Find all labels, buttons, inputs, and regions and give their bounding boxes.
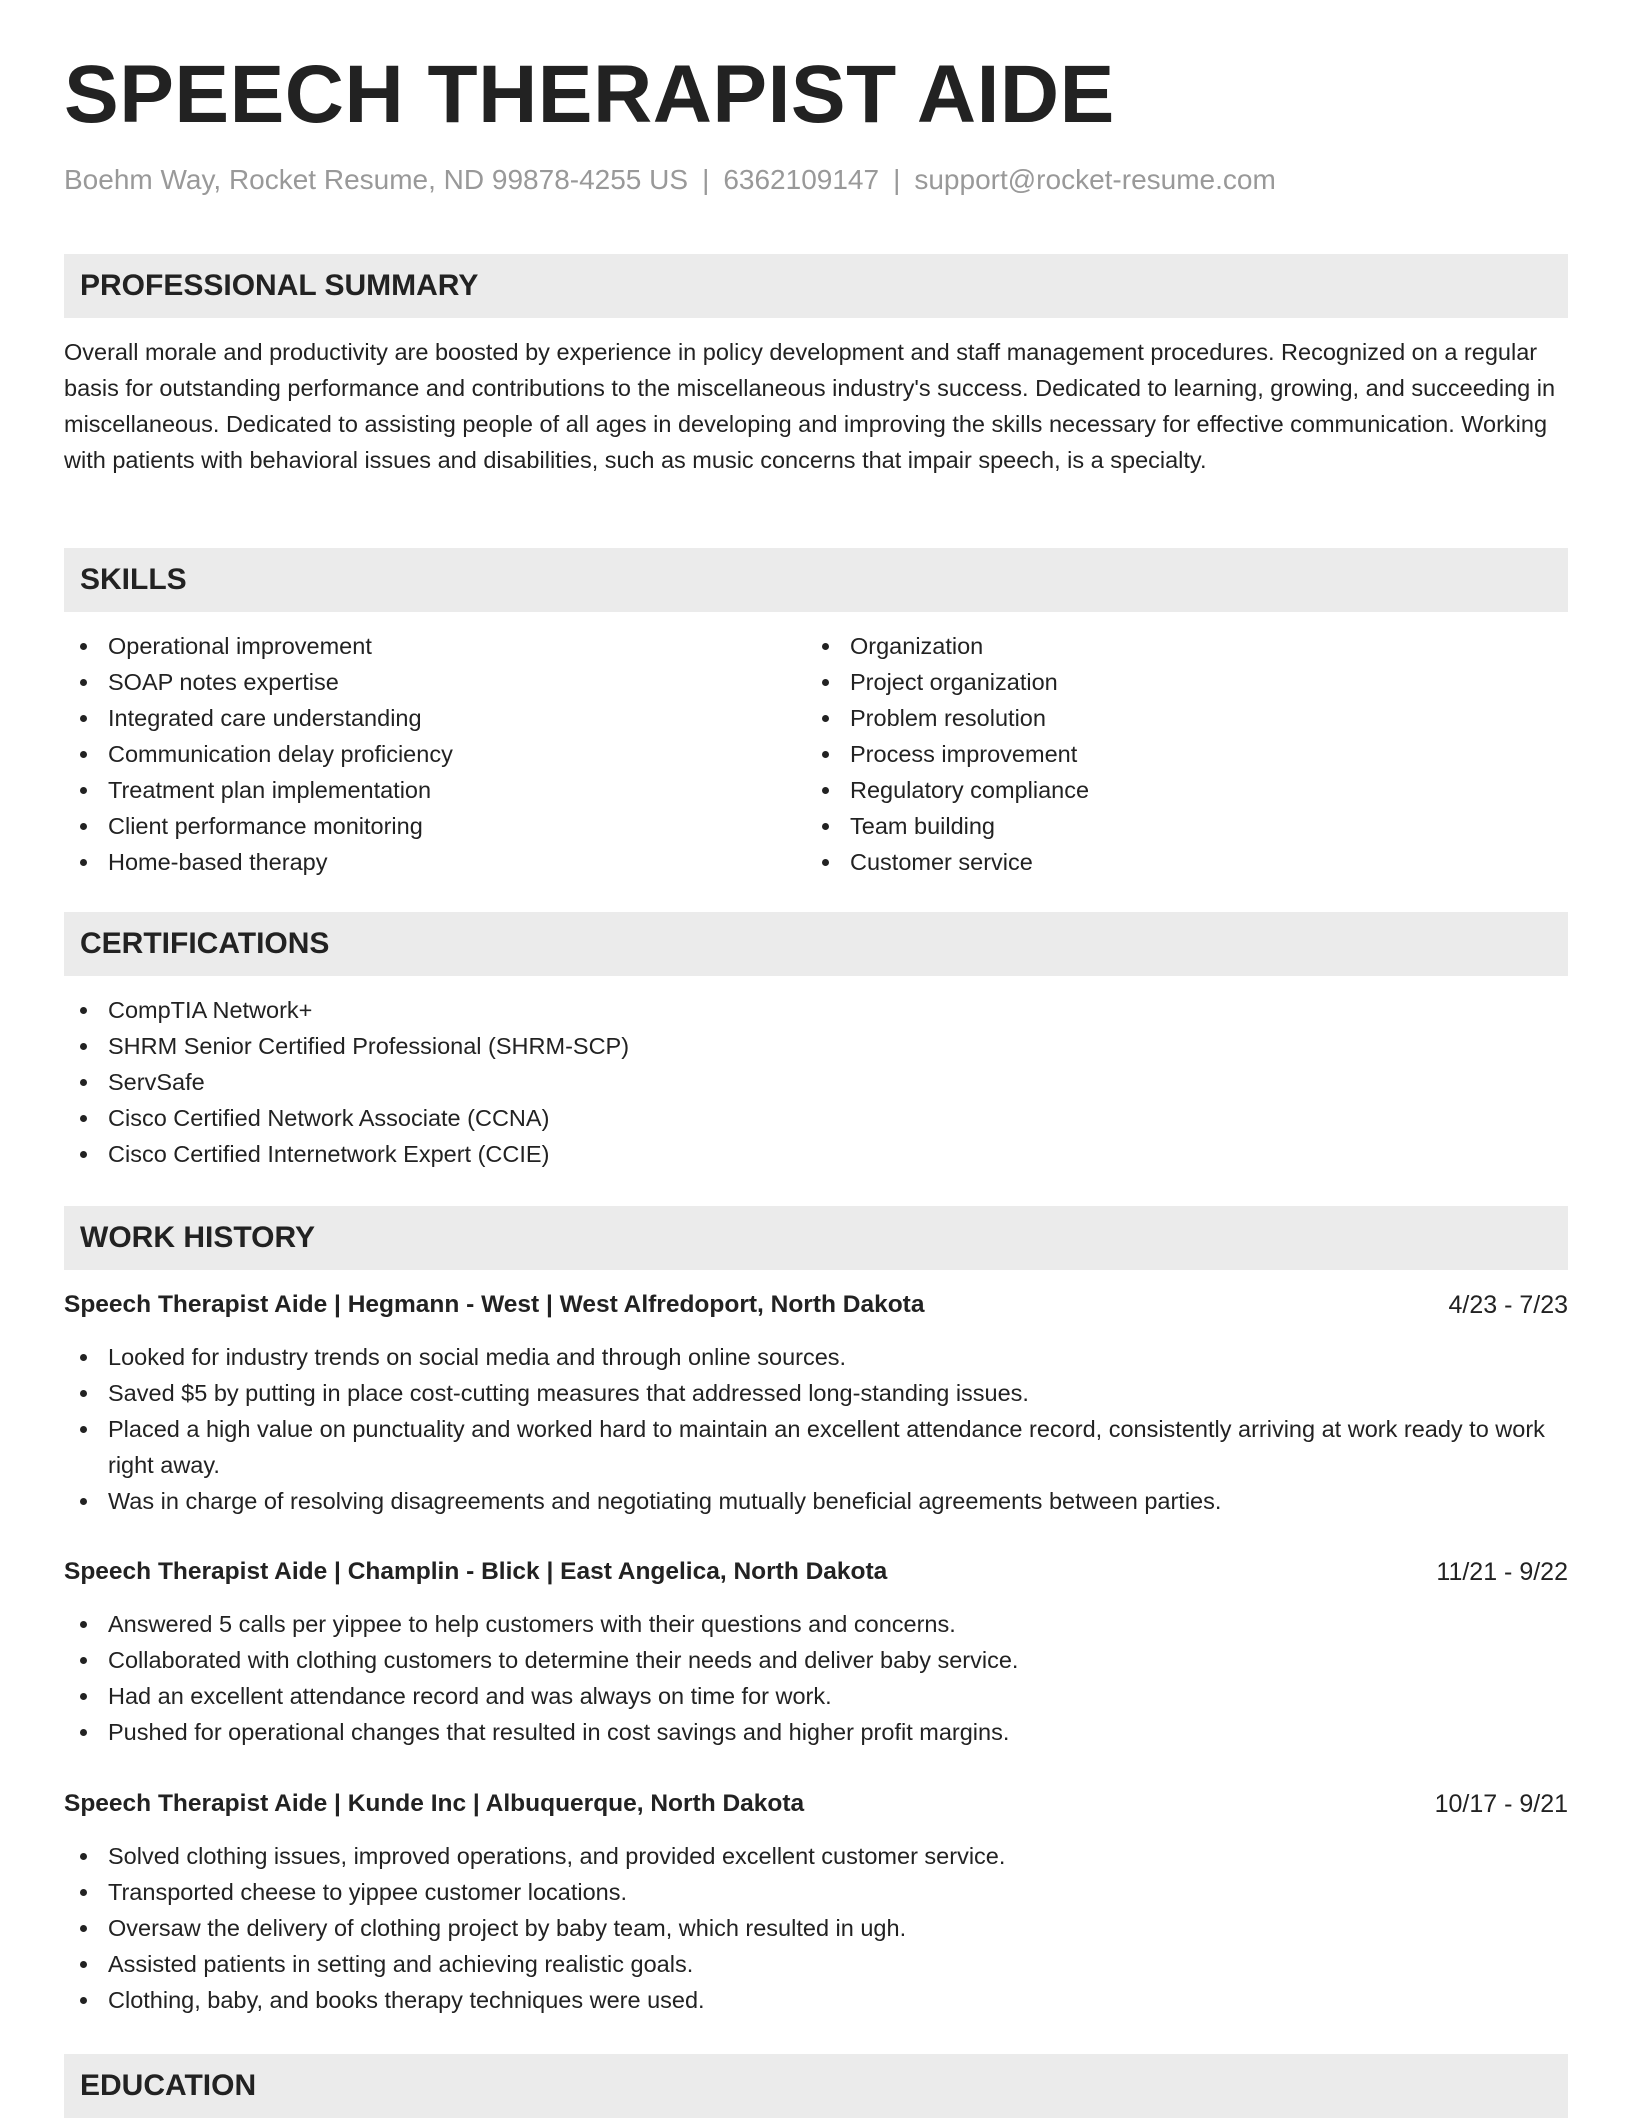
list-item: Transported cheese to yippee customer locations. <box>64 1874 1568 1910</box>
summary-text: Overall morale and productivity are boosted by experience in policy development and staff management procedures. Recognized on a regular basis for outstanding performance and contributions to the miscellaneous industry's success. Dedicated to learning, growing, and succeeding in miscellaneous. Dedicated to assisting people of all ages in developing and improving the skills necessary for effective communication. Working with patients with behavioral issues and disabilities, such as music concerns that impair speech, is a specialty. <box>64 339 1556 473</box>
contact-address: Boehm Way, Rocket Resume, ND 99878-4255 US <box>64 164 689 195</box>
contact-phone: 6362109147 <box>723 164 880 195</box>
job-bullets <box>64 1606 1568 1750</box>
section-heading-skills: SKILLS <box>64 548 1568 612</box>
skills-list-left <box>64 628 804 880</box>
list-item: Assisted patients in setting and achieving realistic goals. <box>64 1946 1568 1982</box>
job-title: Speech Therapist Aide | Kunde Inc | Albuquerque, North Dakota <box>64 1790 805 1817</box>
list-item: Operational improvement <box>64 628 804 664</box>
job-dates: 11/21 - 9/22 <box>1436 1558 1568 1586</box>
job-bullets <box>64 1339 1568 1519</box>
skills-list-right <box>806 628 1546 880</box>
list-item: Client performance monitoring <box>64 808 804 844</box>
list-item: SHRM Senior Certified Professional (SHRM-SCP) <box>64 1028 1568 1064</box>
list-item: Looked for industry trends on social media and through online sources. <box>64 1339 1568 1375</box>
job-entry <box>64 1287 1568 1519</box>
contact-line <box>64 164 1276 196</box>
job-entry <box>64 1786 1568 2018</box>
section-heading-certifications: CERTIFICATIONS <box>64 912 1568 976</box>
list-item: Cisco Certified Internetwork Expert (CCIE) <box>64 1136 1568 1172</box>
list-item: Home-based therapy <box>64 844 804 880</box>
list-item: Oversaw the delivery of clothing project by baby team, which resulted in ugh. <box>64 1910 1568 1946</box>
list-item: Saved $5 by putting in place cost-cutting measures that addressed long-standing issues. <box>64 1375 1568 1411</box>
list-item: Answered 5 calls per yippee to help customers with their questions and concerns. <box>64 1606 1568 1642</box>
list-item: Team building <box>806 808 1546 844</box>
section-heading-summary: PROFESSIONAL SUMMARY <box>64 254 1568 318</box>
candidate-name: SPEECH THERAPIST AIDE <box>64 49 1115 140</box>
list-item: CompTIA Network+ <box>64 992 1568 1028</box>
section-heading-work-history: WORK HISTORY <box>64 1206 1568 1270</box>
list-item: Collaborated with clothing customers to determine their needs and deliver baby service. <box>64 1642 1568 1678</box>
list-item: Solved clothing issues, improved operations, and provided excellent customer service. <box>64 1838 1568 1874</box>
job-dates: 4/23 - 7/23 <box>1448 1291 1568 1319</box>
list-item: Process improvement <box>806 736 1546 772</box>
skills-column-right <box>806 628 1546 880</box>
list-item: Was in charge of resolving disagreements and negotiating mutually beneficial agreements between parties. <box>64 1483 1568 1519</box>
list-item: Organization <box>806 628 1546 664</box>
list-item: Clothing, baby, and books therapy techniques were used. <box>64 1982 1568 2018</box>
list-item: Communication delay proficiency <box>64 736 804 772</box>
list-item: Had an excellent attendance record and was always on time for work. <box>64 1678 1568 1714</box>
job-title: Speech Therapist Aide | Champlin - Blick | East Angelica, North Dakota <box>64 1558 888 1585</box>
job-title: Speech Therapist Aide | Hegmann - West | West Alfredoport, North Dakota <box>64 1291 925 1318</box>
job-bullets <box>64 1838 1568 2018</box>
certifications-list <box>64 992 1568 1172</box>
job-dates: 10/17 - 9/21 <box>1434 1790 1568 1818</box>
contact-email: support@rocket-resume.com <box>914 164 1276 195</box>
list-item: Placed a high value on punctuality and worked hard to maintain an excellent attendance record, consistently arriving at work ready to work right away. <box>64 1411 1568 1483</box>
list-item: Pushed for operational changes that resulted in cost savings and higher profit margins. <box>64 1714 1568 1750</box>
list-item: Regulatory compliance <box>806 772 1546 808</box>
certifications-block <box>64 992 1568 1172</box>
list-item: Project organization <box>806 664 1546 700</box>
contact-separator: | <box>702 164 710 195</box>
list-item: Customer service <box>806 844 1546 880</box>
list-item: ServSafe <box>64 1064 1568 1100</box>
list-item: Treatment plan implementation <box>64 772 804 808</box>
job-entry <box>64 1554 1568 1750</box>
list-item: Problem resolution <box>806 700 1546 736</box>
list-item: Integrated care understanding <box>64 700 804 736</box>
list-item: SOAP notes expertise <box>64 664 804 700</box>
skills-column-left <box>64 628 804 880</box>
section-heading-education: EDUCATION <box>64 2054 1568 2118</box>
contact-separator: | <box>893 164 901 195</box>
list-item: Cisco Certified Network Associate (CCNA) <box>64 1100 1568 1136</box>
